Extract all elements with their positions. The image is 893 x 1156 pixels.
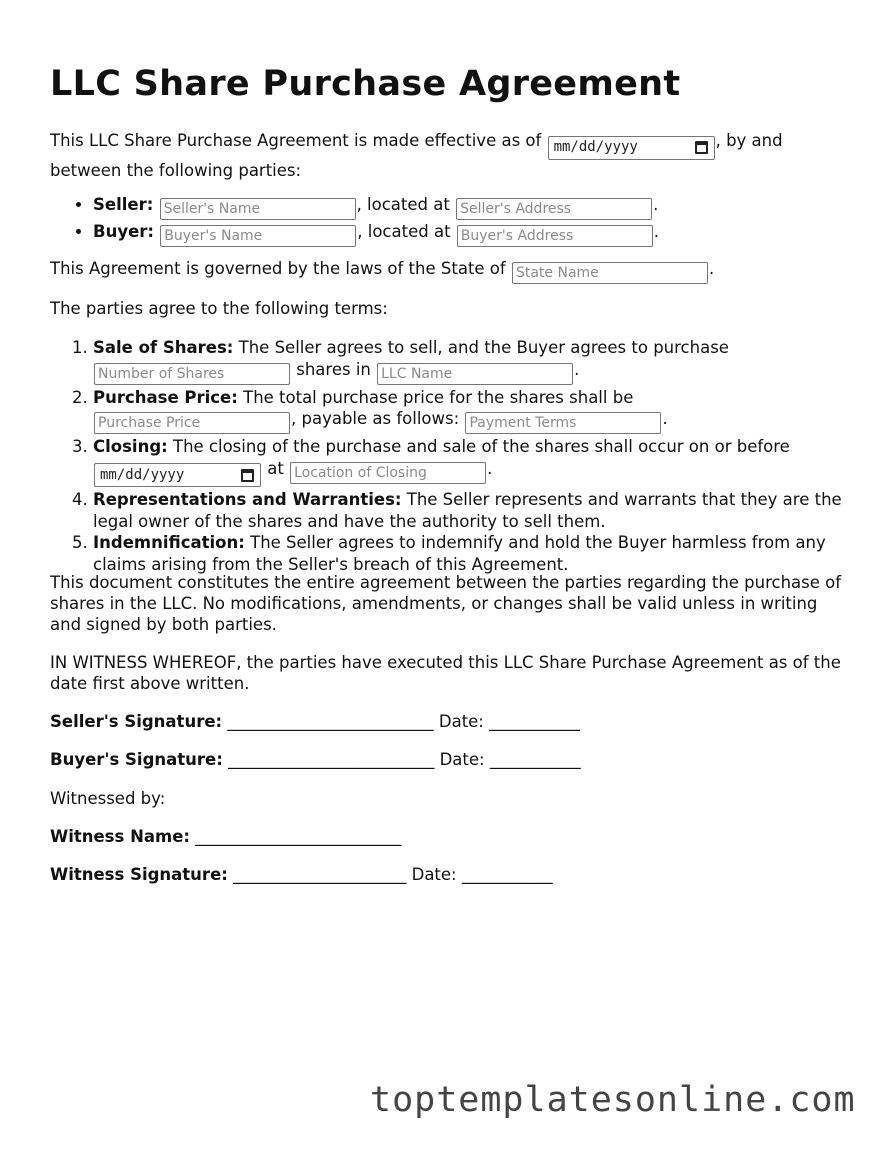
located-at-text: , located at xyxy=(356,195,450,214)
term-purchase-price xyxy=(93,387,845,435)
state-name-input[interactable] xyxy=(512,262,708,284)
term-label: Indemnification: xyxy=(93,533,245,553)
witness-name-line xyxy=(50,826,402,847)
date-blank[interactable]: ___________ xyxy=(489,712,580,731)
period: . xyxy=(653,222,660,241)
date-blank[interactable]: ___________ xyxy=(461,865,553,884)
llc-name-input[interactable] xyxy=(377,363,573,385)
buyer-address-input[interactable] xyxy=(457,225,653,247)
term-label: Sale of Shares: xyxy=(93,338,234,357)
payable-text: , payable as follows: xyxy=(291,409,460,428)
watermark: toptemplatesonline.com xyxy=(370,1080,856,1120)
name-blank[interactable]: _________________________ xyxy=(195,827,402,846)
signature-blank[interactable]: _________________________ xyxy=(227,712,434,731)
at-text: at xyxy=(267,458,284,478)
date-label: Date: xyxy=(438,712,484,731)
witness-whereof-paragraph: IN WITNESS WHEREOF, the parties have executed this LLC Share Purchase Agreement as of the date first above written. xyxy=(50,653,841,693)
seller-label: Seller: xyxy=(93,195,154,214)
calendar-icon[interactable] xyxy=(695,141,708,154)
date-label: Date: xyxy=(439,750,485,769)
parties-list xyxy=(50,193,659,247)
purchase-price-input[interactable] xyxy=(94,412,290,434)
date-label: Date: xyxy=(411,865,457,884)
buyer-label: Buyer: xyxy=(93,222,155,241)
located-at-text: , located at xyxy=(357,222,451,241)
buyer-signature-line xyxy=(50,749,581,770)
term-text: The Seller represents and warrants that they are the legal owner of the shares and have the authority to sell them. xyxy=(93,490,842,531)
document-title: LLC Share Purchase Agreement xyxy=(50,64,681,104)
witness-name-label: Witness Name: xyxy=(50,827,190,846)
effective-date-input[interactable] xyxy=(548,136,715,160)
term-label: Closing: xyxy=(93,437,168,456)
term-text: The closing of the purchase and sale of the shares shall occur on or before xyxy=(172,437,790,456)
shares-in-text: shares in xyxy=(296,359,371,379)
witness-signature-line xyxy=(50,864,553,885)
witnessed-by: Witnessed by: xyxy=(50,789,166,808)
term-text: The Seller agrees to sell, and the Buyer agrees to purchase xyxy=(238,338,729,357)
seller-address-input[interactable] xyxy=(456,198,652,220)
period: . xyxy=(653,195,659,214)
term-representations xyxy=(93,489,845,532)
seller-signature-line xyxy=(50,711,580,732)
term-sale-of-shares xyxy=(93,337,845,385)
witness-signature-label: Witness Signature: xyxy=(50,865,228,884)
term-closing xyxy=(93,436,845,487)
date-blank[interactable]: ___________ xyxy=(489,750,581,769)
signature-blank[interactable]: _________________________ xyxy=(228,750,435,769)
governing-text: This Agreement is governed by the laws of the State of xyxy=(50,259,506,278)
term-label: Representations and Warranties: xyxy=(93,490,402,510)
term-indemnification xyxy=(93,532,845,575)
calendar-icon[interactable] xyxy=(241,469,254,482)
buyer-name-input[interactable] xyxy=(160,225,356,247)
seller-name-input[interactable] xyxy=(160,198,356,220)
terms-intro: The parties agree to the following terms: xyxy=(50,299,388,318)
period: . xyxy=(662,409,668,428)
governing-law-paragraph xyxy=(50,258,845,284)
seller-signature-label: Seller's Signature: xyxy=(50,712,223,731)
list-item-buyer xyxy=(93,220,659,247)
date-placeholder: mm/dd/yyyy xyxy=(100,466,185,483)
list-item-seller xyxy=(93,193,659,220)
number-of-shares-input[interactable] xyxy=(94,363,290,385)
buyer-signature-label: Buyer's Signature: xyxy=(50,750,223,769)
period: . xyxy=(574,359,580,379)
entire-agreement-paragraph: This document constitutes the entire agreement between the parties regarding the purchase of shares in the LLC. No modifications, amendments, or changes shall be valid unless in writing and signed by both parties. xyxy=(50,573,842,634)
payment-terms-input[interactable] xyxy=(465,412,661,434)
term-text: The Seller agrees to indemnify and hold the Buyer harmless from any claims arising from the Seller's breach of this Agreement. xyxy=(93,533,826,574)
date-placeholder: mm/dd/yyyy xyxy=(553,139,638,155)
period: . xyxy=(487,458,493,478)
intro-text: This LLC Share Purchase Agreement is made effective as of xyxy=(50,131,542,150)
closing-location-input[interactable] xyxy=(290,462,486,484)
term-label: Purchase Price: xyxy=(93,387,238,407)
terms-list xyxy=(50,337,845,575)
intro-text-after: , by and between the following parties: xyxy=(50,131,783,180)
period: . xyxy=(708,259,715,278)
signature-blank[interactable]: _____________________ xyxy=(233,865,407,884)
term-text: The total purchase price for the shares shall be xyxy=(243,387,634,407)
closing-date-input[interactable] xyxy=(94,463,261,487)
intro-paragraph xyxy=(50,130,845,181)
